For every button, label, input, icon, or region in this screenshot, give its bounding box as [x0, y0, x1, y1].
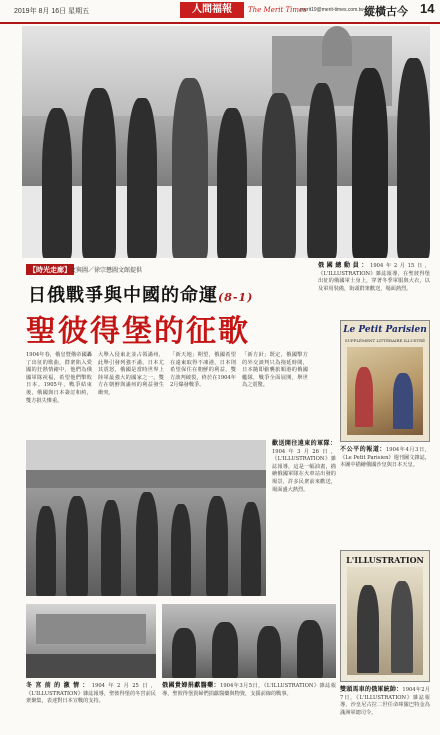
- issue-date: 2019年 8月 16日 星期五: [14, 8, 90, 15]
- sidebar-mid-text: 1904年4月3日，《Le Petit Parisien》週刊圖文雜誌，本圖中描繪俄國沙皇與日本天皇。: [340, 447, 430, 469]
- article-col-2: 大舉入侵東北並占領滿州，此舉引發列強不滿，日本尤其震怒，俄國是當時世界上陸軍最強大的國家之一，雙方在朝鮮與滿州的利益發生衝突。: [98, 352, 164, 396]
- article-col-1: 1904年春，俄皇暨俄帝國轟了出征的歌曲，群衆陷入愛國的狂熱情緒中，他們為俄國軍隊祝福，希望他們擊敗日本。1905年，戰爭結束後，俄國與日本簽訂和約，雙方損失慘重。: [26, 352, 92, 404]
- page-number: 14: [420, 1, 435, 16]
- poster-2-illustration: [347, 567, 423, 675]
- sidebar-mid-title: 不公平的報道：: [340, 446, 386, 453]
- column-tag: 【時光走廊】: [26, 264, 74, 275]
- article-col-3: 「新天地」期望，俄國希望在遠東取得不凍港，日本則希望保住在朝鮮的利益，雙方談判破裂，終於在1904年2月爆發戰爭。: [170, 352, 236, 389]
- caption-bc-title: 俄國貴婦捐獻醫藥：: [162, 682, 221, 689]
- headline-main: [28, 281, 253, 307]
- caption-bc-text: 1904年3月5日，《L'ILLUSTRATION》雜誌報導，聖彼得堡貴婦們捐獻醫藥與物資，支援前線的戰事。: [162, 683, 336, 697]
- headline-main-text: 日俄戰爭與中國的命運: [28, 285, 218, 306]
- sidebar-top-text: 1904年2月15日，《L'ILLUSTRATION》雜誌報導，在聖彼得堡出征的俄國軍士身上，穿著冬季軍服與大衣，以及軍用裝備，街頭群衆歡送，場面熱烈。: [318, 263, 430, 292]
- poster-2-title: L'ILLUSTRATION: [346, 555, 424, 565]
- sidebar-top-title: 俄國總動員：: [318, 262, 371, 269]
- poster-1-title: Le Petit Parisien: [343, 325, 427, 335]
- sidebar-mid: [340, 446, 430, 504]
- caption-mid-title: 歡送開往遠東的軍隊：: [272, 440, 336, 447]
- poster-1-subtitle: SUPPLÉMENT LITTÉRAIRE ILLUSTRÉ: [344, 338, 426, 343]
- ladies-donation-photo: [162, 604, 336, 678]
- caption-mid-text: 1904年3月26日，《L'ILLUSTRATION》雜誌報導，這是一幅油畫，描繪俄國軍隊在火車站出發的場景，許多民衆前來歡送，場面盛大熱烈。: [272, 448, 336, 493]
- headline-sub: 聖彼得堡的征歌: [26, 314, 250, 349]
- caption-bl-title: 冬宮前的激情：: [26, 682, 92, 689]
- sidebar-top: [318, 262, 430, 318]
- caption-bottom-center: [162, 682, 336, 728]
- hero-photo: [22, 26, 430, 258]
- newspaper-logo: 人間福報: [180, 2, 244, 18]
- page-header: [0, 0, 440, 24]
- poster-1-illustration: [347, 347, 423, 435]
- contact-email: merit19@merit-times.com.tw: [300, 7, 364, 13]
- article-col-4: 「新方針」既定，俄國擊方的外交談判只為拖延時間，日本隨即偷襲旅順港的俄國艦隊，戰爭全面展開，舉世為之震驚。: [242, 352, 308, 389]
- winter-palace-photo: [26, 604, 156, 678]
- troops-departure-photo: [26, 440, 266, 596]
- caption-bl-text: 1904年2月25日，《L'ILLUSTRATION》雜誌報導，聖彼得堡的冬宮前民衆聚集，表達對日本宣戰的支持。: [26, 683, 156, 705]
- newspaper-logo-en: The Merit Times: [248, 6, 307, 14]
- le-petit-parisien-poster: [340, 320, 430, 442]
- headline-part: (8-1): [218, 291, 254, 304]
- l-illustration-poster: [340, 550, 430, 682]
- sidebar-bottom: [340, 686, 430, 728]
- section-name: 縱橫古今: [364, 5, 408, 18]
- caption-bottom-left: [26, 682, 156, 728]
- sidebar-bottom-text: 1904年2月7日，《L'ILLUSTRATION》雜誌報導，沙皇尼古拉二世任命庫羅巴特金為滿洲軍總司令。: [340, 687, 430, 716]
- photo-credit: 文與圖／徐宗懋圖文館提供: [70, 267, 143, 274]
- caption-mid: [272, 440, 336, 570]
- sidebar-bottom-title: 雙頭馬車的俄軍統帥：: [340, 686, 403, 693]
